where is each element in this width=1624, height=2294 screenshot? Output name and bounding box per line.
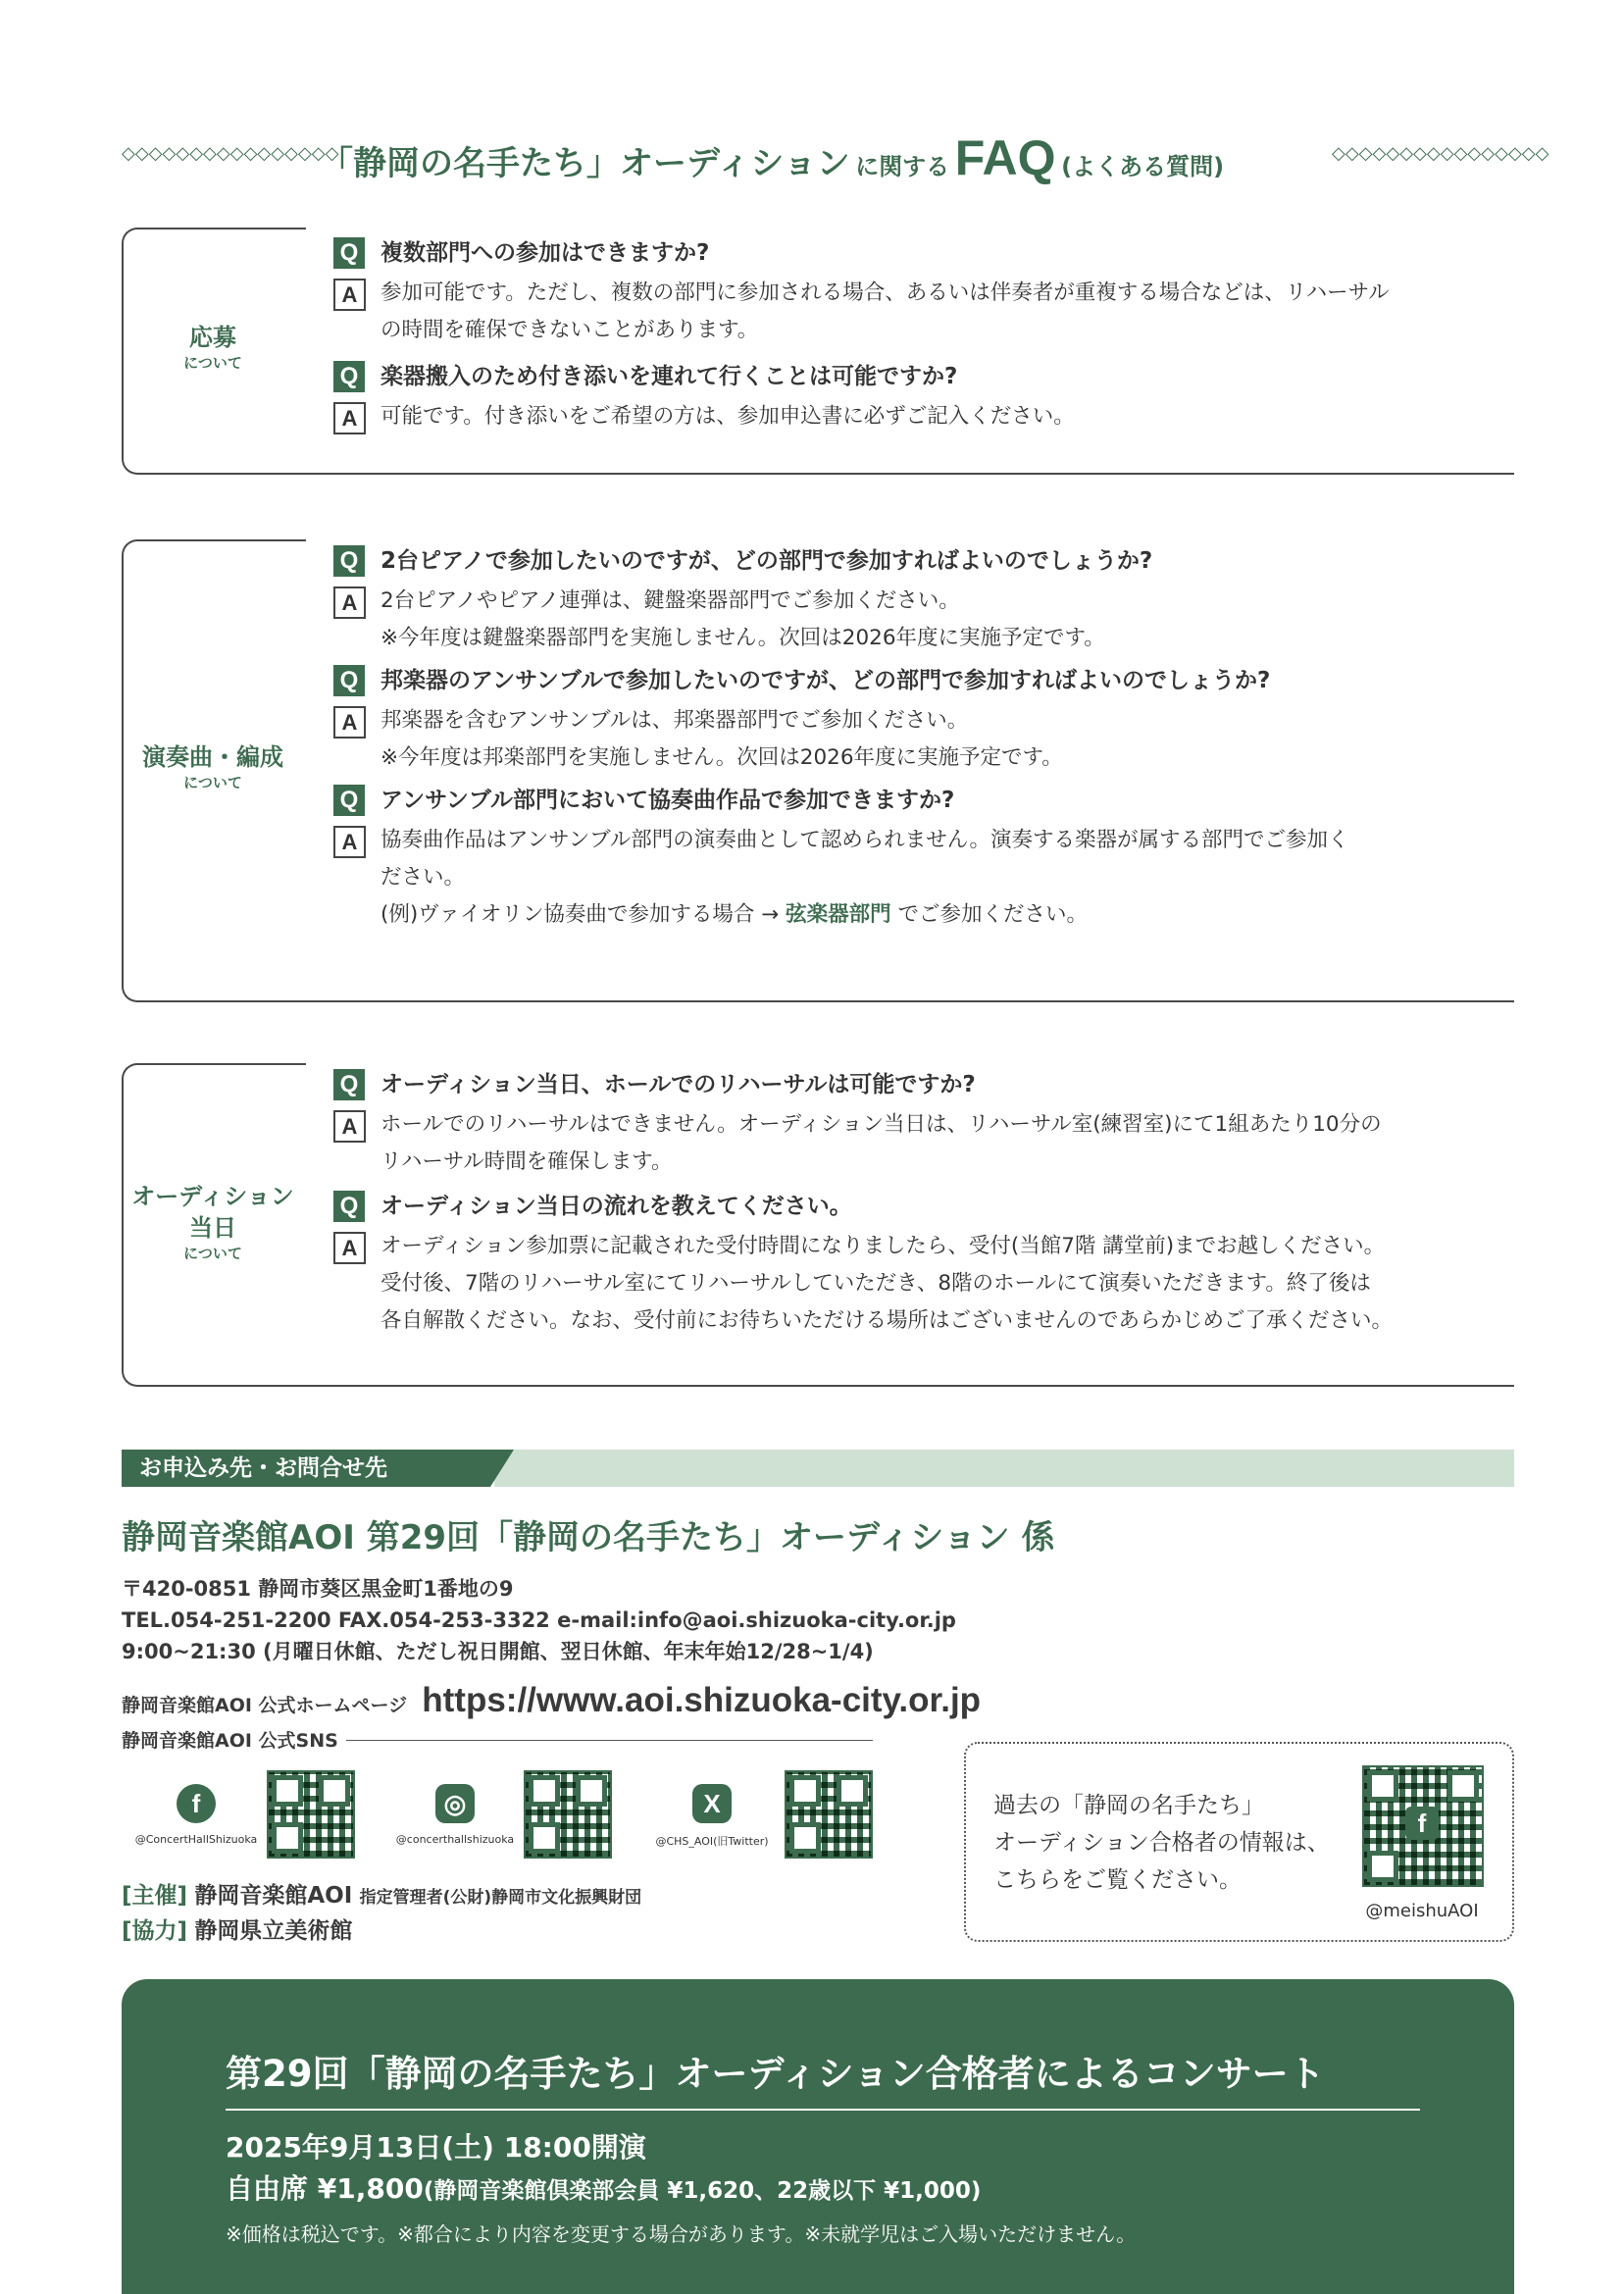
- faq-title-row: [122, 129, 1549, 185]
- past-handle: @meishuAOI: [1365, 1901, 1479, 1921]
- past-winners-text: [993, 1787, 1330, 1899]
- category-label: [122, 741, 304, 792]
- category-sub: について: [183, 1245, 242, 1262]
- example-suffix: でご参加ください。: [890, 902, 1088, 927]
- question: [333, 359, 1514, 398]
- concert-rule: [226, 2109, 1420, 2111]
- answer-text: [381, 1106, 1514, 1181]
- sns-handle: @ConcertHallShizuoka: [134, 1833, 258, 1846]
- past-line: オーディション合格者の情報は、: [993, 1830, 1330, 1856]
- question-text: 邦楽器のアンサンブルで参加したいのですが、どの部門で参加すればよいのでしょうか?: [381, 668, 1271, 693]
- answer-line: ※今年度は邦楽部門を実施しません。次回は2026年度に実施予定です。: [381, 745, 1063, 770]
- a-icon: A: [333, 826, 366, 858]
- organizer-line: [122, 1879, 641, 1914]
- answer-line: 受付後、7階のリハーサル室にてリハーサルしていただき、8階のホールにて演奏いただきます。終了後は: [381, 1271, 1371, 1296]
- postal-address: 〒420-0851 静岡市葵区黒金町1番地の9: [122, 1577, 514, 1601]
- contact-header-bar: [122, 1450, 1514, 1487]
- question: [333, 1067, 1514, 1106]
- category-main: オーディション: [131, 1183, 294, 1210]
- answer: [333, 583, 1514, 657]
- answer-line: リハーサル時間を確保します。: [381, 1149, 673, 1174]
- facebook-icon: f: [1405, 1807, 1439, 1840]
- category-main-line2: 当日: [189, 1214, 236, 1242]
- section-rule: [137, 1000, 1514, 1002]
- price-main: 自由席 ¥1,800: [226, 2172, 424, 2205]
- example-prefix: (例)ヴァイオリン協奏曲で参加する場合 →: [381, 902, 787, 927]
- qr-code-icon[interactable]: [524, 1770, 612, 1859]
- answer-line: の時間を確保できないことがあります。: [381, 318, 759, 342]
- answer-text: [381, 275, 1514, 349]
- category-main: 応募: [189, 324, 236, 351]
- qr-finder: [789, 1822, 821, 1854]
- q-icon: Q: [333, 785, 365, 816]
- answer-text: [381, 398, 1514, 435]
- title-ornament-right: ◇◇◇◇◇◇◇◇◇◇◇◇◇◇◇◇: [1332, 143, 1549, 164]
- answer-text: [381, 583, 1514, 657]
- cooperation-name: 静岡県立美術館: [194, 1918, 353, 1944]
- a-icon: A: [333, 402, 366, 434]
- category-label: [122, 1181, 304, 1263]
- answer-line: 2台ピアノやピアノ連弾は、鍵盤楽器部門でご参加ください。: [381, 588, 960, 613]
- sns-x[interactable]: [637, 1770, 883, 1859]
- organizer-block: [122, 1879, 641, 1948]
- answer-text: [381, 822, 1514, 934]
- q-icon: Q: [333, 1191, 365, 1222]
- answer: [333, 822, 1514, 934]
- answer-line: 可能です。付き添いをご希望の方は、参加申込書に必ずご記入ください。: [381, 404, 1075, 429]
- title-faq: FAQ: [954, 130, 1056, 185]
- sns-handle: @concerthallshizuoka: [395, 1833, 515, 1846]
- question-text: アンサンブル部門において協奏曲作品で参加できますか?: [381, 788, 955, 813]
- answer-text: [381, 702, 1514, 777]
- title-quote: 「静岡の名手たち」オーディション: [320, 144, 850, 183]
- a-icon: A: [333, 279, 366, 311]
- concert-price: [226, 2167, 981, 2207]
- price-sub: (静岡音楽館倶楽部会員 ¥1,620、22歳以下 ¥1,000): [423, 2178, 982, 2204]
- answer-line: ※今年度は鍵盤楽器部門を実施しません。次回は2026年度に実施予定です。: [381, 626, 1105, 650]
- qa-block: [333, 235, 1514, 435]
- answer: [333, 398, 1514, 435]
- q-icon: Q: [333, 665, 365, 696]
- answer: [333, 1228, 1514, 1340]
- answer-text: [381, 1228, 1514, 1340]
- sns-handle: @CHS_AOI(旧Twitter): [655, 1835, 769, 1848]
- answer-example: [381, 896, 1514, 934]
- title-connector: に関する: [855, 153, 950, 180]
- organizer-tag: [主催]: [122, 1883, 188, 1909]
- instagram-icon[interactable]: ◎: [435, 1784, 475, 1823]
- section-rule: [137, 473, 1514, 475]
- title-paren: (よくある質問): [1061, 153, 1225, 180]
- tel-fax-email[interactable]: TEL.054-251-2200 FAX.054-253-3322 e-mail:info@aoi.shizuoka-city.or.jp: [122, 1608, 956, 1632]
- category-sub: について: [183, 354, 242, 372]
- q-icon: Q: [333, 1069, 365, 1100]
- category-main: 演奏曲・編成: [142, 743, 283, 771]
- answer-line: ださい。: [381, 865, 466, 890]
- sns-heading: [122, 1726, 873, 1756]
- past-line: こちらをご覧ください。: [993, 1867, 1242, 1893]
- answer: [333, 275, 1514, 349]
- faq-section-application: [122, 228, 1514, 475]
- contact-org-title: 静岡音楽館AOI 第29回「静岡の名手たち」オーディション 係: [122, 1518, 1055, 1557]
- faq-section-repertoire: [122, 539, 1514, 1002]
- answer-line: オーディション参加票に記載された受付時間になりましたら、受付(当館7階 講堂前)までお越しください。: [381, 1234, 1386, 1258]
- q-icon: Q: [333, 361, 365, 392]
- sns-label: 静岡音楽館AOI 公式SNS: [122, 1730, 346, 1752]
- sns-instagram[interactable]: [381, 1770, 626, 1859]
- question-text: オーディション当日、ホールでのリハーサルは可能ですか?: [381, 1072, 976, 1097]
- category-sub: について: [183, 774, 242, 791]
- answer: [333, 1106, 1514, 1181]
- faq-title: [320, 129, 1316, 186]
- question: [333, 783, 1514, 822]
- question-text: 複数部門への参加はできますか?: [381, 240, 710, 266]
- cooperation-tag: [協力]: [122, 1918, 188, 1944]
- question: [333, 1189, 1514, 1228]
- question-text: オーディション当日の流れを教えてください。: [381, 1194, 852, 1219]
- qa-block: [333, 543, 1514, 934]
- concert-title: 第29回「静岡の名手たち」オーディション合格者によるコンサート: [226, 2053, 1325, 2095]
- answer-line: 邦楽器を含むアンサンブルは、邦楽器部門でご参加ください。: [381, 708, 969, 733]
- question: [333, 235, 1514, 275]
- concert-panel: [122, 1979, 1514, 2294]
- answer-line: 参加可能です。ただし、複数の部門に参加される場合、あるいは伴奏者が重複する場合などは、リハーサル: [381, 280, 1390, 305]
- answer-line: ホールでのリハーサルはできません。オーディション当日は、リハーサル室(練習室)にて1組あたり10分の: [381, 1112, 1382, 1137]
- a-icon: A: [333, 706, 366, 739]
- concert-note: ※価格は税込です。※都合により内容を変更する場合があります。※未就学児はご入場いただけません。: [226, 2222, 1137, 2246]
- homepage-link[interactable]: https://www.aoi.shizuoka-city.or.jp: [422, 1681, 982, 1719]
- qr-code-icon[interactable]: [267, 1770, 355, 1859]
- qr-code-icon[interactable]: [785, 1770, 873, 1859]
- organizer-name: 静岡音楽館AOI: [194, 1883, 353, 1909]
- past-winners-box: [964, 1742, 1514, 1942]
- q-icon: Q: [333, 237, 365, 269]
- answer: [333, 702, 1514, 777]
- title-ornament-left: ◇◇◇◇◇◇◇◇◇◇◇◇◇◇◇◇: [122, 143, 339, 164]
- category-label: [122, 322, 304, 373]
- facebook-icon[interactable]: f: [177, 1784, 216, 1823]
- opening-hours: 9:00~21:30 (月曜日休館、ただし祝日開館、翌日休館、年末年始12/28~1/4): [122, 1640, 874, 1663]
- contact-address-block: [122, 1573, 956, 1667]
- qr-finder: [272, 1822, 303, 1854]
- cooperation-line: [122, 1914, 641, 1948]
- answer-line: 協奏曲作品はアンサンブル部門の演奏曲として認められません。演奏する楽器が属する部門でご参加く: [381, 828, 1349, 852]
- a-icon: A: [333, 1110, 366, 1143]
- q-icon: Q: [333, 545, 365, 577]
- answer-line: 各自解散ください。なお、受付前にお待ちいただける場所はございませんのであらかじめご了承ください。: [381, 1308, 1394, 1333]
- question: [333, 543, 1514, 583]
- past-line: 過去の「静岡の名手たち」: [993, 1793, 1264, 1818]
- bar-light: [494, 1450, 1514, 1487]
- qr-finder: [1367, 1851, 1398, 1882]
- example-division: 弦楽器部門: [786, 902, 891, 927]
- sns-facebook[interactable]: [122, 1770, 367, 1859]
- question: [333, 663, 1514, 702]
- organizer-note: 指定管理者(公財)静岡市文化振興財団: [359, 1888, 642, 1908]
- x-icon[interactable]: X: [692, 1784, 732, 1823]
- qr-finder: [529, 1822, 560, 1854]
- homepage-label: 静岡音楽館AOI 公式ホームページ: [122, 1695, 408, 1716]
- concert-date: 2025年9月13日(土) 18:00開演: [226, 2131, 646, 2164]
- section-rule: [137, 1385, 1514, 1387]
- question-text: 楽器搬入のため付き添いを連れて行くことは可能ですか?: [381, 364, 958, 389]
- qa-block: [333, 1067, 1514, 1340]
- contact-bar-label: お申込み先・お問合せ先: [139, 1455, 387, 1481]
- a-icon: A: [333, 1232, 366, 1264]
- homepage-row: [122, 1681, 981, 1720]
- question-text: 2台ピアノで参加したいのですが、どの部門で参加すればよいのでしょうか?: [381, 548, 1153, 574]
- faq-section-audition-day: [122, 1063, 1514, 1387]
- a-icon: A: [333, 586, 366, 619]
